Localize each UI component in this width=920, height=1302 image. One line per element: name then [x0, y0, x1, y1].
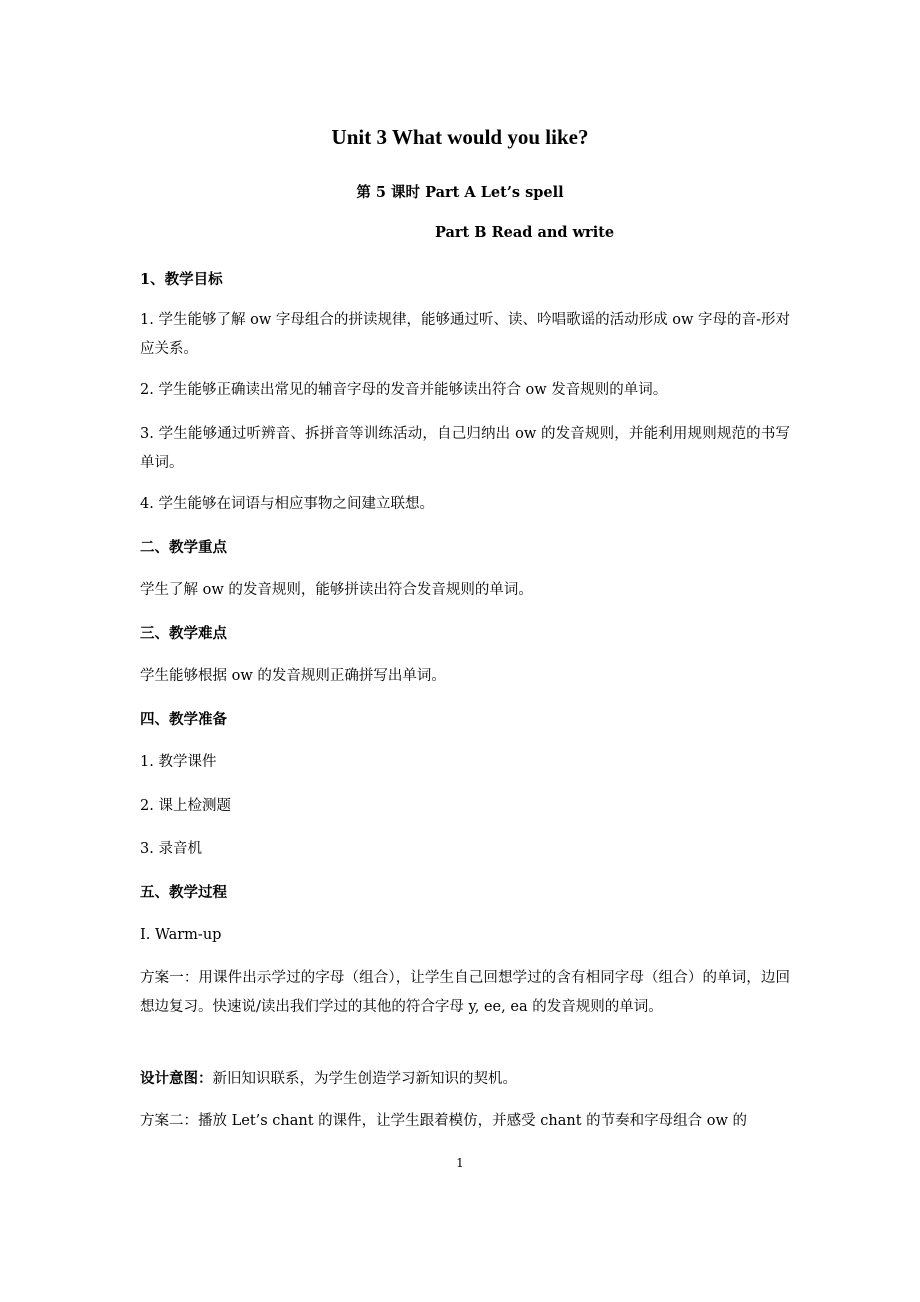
preparation-item-3: 3. 录音机 [140, 841, 202, 857]
objective-item-1: 1. 学生能够了解 ow 字母组合的拼读规律，能够通过听、读、吟唱歌谣的活动形成 ow 字母的音-形对应关系。 [140, 312, 790, 357]
plan-two-text: 方案二：播放 Let’s chant 的课件，让学生跟着模仿，并感受 chant 的节奏和字母组合 ow 的 [140, 1113, 748, 1129]
lesson-subtitle: 第 5 课时 Part A Let’s spell [356, 184, 564, 201]
design-intent-text: 新旧知识联系，为学生创造学习新知识的契机。 [212, 1071, 517, 1087]
section-heading-objectives: 1、教学目标 [140, 271, 223, 288]
key-points-text: 学生了解 ow 的发音规则，能够拼读出符合发音规则的单词。 [140, 582, 533, 598]
section-heading-key-points: 二、教学重点 [140, 539, 227, 556]
preparation-item-1: 1. 教学课件 [140, 754, 217, 770]
preparation-item-2: 2. 课上检测题 [140, 798, 231, 814]
difficulties-text: 学生能够根据 ow 的发音规则正确拼写出单词。 [140, 668, 446, 684]
plan-one-text: 方案一：用课件出示学过的字母（组合），让学生自己回想学过的含有相同字母（组合）的单词，边回想边复习。快速说/读出我们学过的其他的符合字母 y, ee, ea 的发音规则的单词。 [140, 970, 790, 1015]
objective-item-2: 2. 学生能够正确读出常见的辅音字母的发音并能够读出符合 ow 发音规则的单词。 [140, 382, 668, 398]
page-number: 1 [456, 1156, 464, 1170]
section-heading-process: 五、教学过程 [140, 884, 227, 901]
document-title: Unit 3 What would you like? [331, 125, 589, 149]
section-heading-preparation: 四、教学准备 [140, 711, 227, 728]
objective-item-3: 3. 学生能够通过听辨音、拆拼音等训练活动，自己归纳出 ow 的发音规则，并能利用规则规范的书写单词。 [140, 426, 790, 471]
design-intent-label: 设计意图： [140, 1070, 213, 1087]
objective-item-4: 4. 学生能够在词语与相应事物之间建立联想。 [140, 496, 434, 512]
design-intent [140, 1064, 790, 1094]
section-heading-difficulties: 三、教学难点 [140, 625, 227, 642]
part-b-subtitle: Part B Read and write [435, 224, 615, 241]
step-warm-up: I. Warm-up [140, 927, 222, 943]
